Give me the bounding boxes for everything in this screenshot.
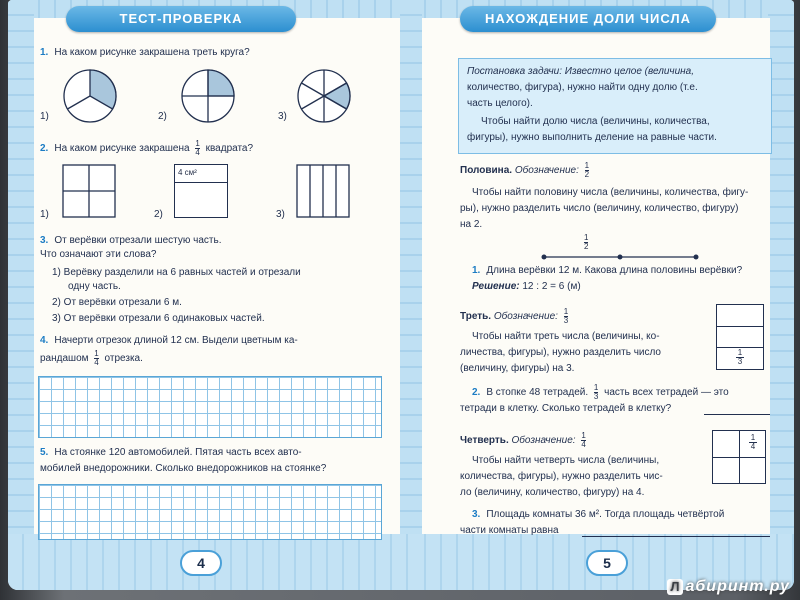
segment-label: [584, 234, 588, 251]
fraction-numerator: 1: [563, 307, 569, 316]
fraction-numerator: 1: [737, 348, 743, 357]
intro-text: Постановка задачи: Известно целое (величина,: [467, 66, 694, 77]
page-number: 4: [180, 550, 222, 576]
notation-label: Обозначение:: [493, 311, 558, 323]
fraction-numerator: 1: [584, 161, 590, 170]
rule-text: ло (величину, количество, фигуру) на 4.: [460, 487, 645, 498]
rule-text: Чтобы найти четверть числа (величины,: [472, 455, 660, 466]
square-label: 4 см²: [175, 165, 227, 183]
fraction-denominator: 3: [563, 316, 569, 325]
fraction-denominator: 4: [195, 148, 200, 157]
square-option-2: [174, 164, 228, 218]
question-text: Что означают эти слова?: [40, 249, 157, 260]
fraction-numerator: 1: [750, 433, 756, 442]
problem-text: В стопке 48 тетрадей.: [486, 387, 589, 399]
frame-left: [410, 0, 422, 590]
watermark: [667, 578, 790, 596]
question-text: На стоянке 120 автомобилей. Пятая часть всех авто-: [54, 447, 302, 458]
question-number: 2.: [40, 143, 49, 155]
right-content: [422, 11, 770, 536]
solution-text: 12 : 2 = 6 (м): [522, 281, 581, 292]
rule-text: количества, фигуры), нужно разделить чис-: [460, 471, 663, 482]
quarter-heading: [460, 432, 589, 449]
rule-text: (величину, фигуры) на 3.: [460, 363, 575, 374]
rule-text: Чтобы найти половину числа (величины, количества, фигу-: [472, 187, 749, 198]
question-4: [40, 334, 298, 348]
question-text: мобилей внедорожники. Сколько внедорожников на стоянке?: [40, 463, 327, 474]
question-1: [40, 46, 250, 60]
fraction: [594, 384, 598, 401]
problem-text: Длина верёвки 12 м. Какова длина половины верёвки?: [486, 265, 743, 276]
fraction-denominator: 4: [94, 358, 99, 367]
segment-line: [540, 252, 700, 262]
fraction-denominator: 3: [593, 392, 599, 401]
intro-box: [458, 58, 772, 154]
question-text: От верёвки отрезали шестую часть.: [54, 235, 222, 246]
fraction-denominator: 4: [581, 440, 586, 449]
fraction: [195, 140, 199, 157]
problem-text: тетради в клетку. Сколько тетрадей в клетку?: [460, 403, 672, 414]
question-2: [40, 140, 253, 157]
option-label: 2): [154, 209, 163, 220]
fraction-denominator: 3: [737, 357, 743, 366]
box-fraction: [741, 434, 765, 451]
fraction-denominator: 2: [584, 242, 589, 251]
problem-text: части комнаты равна: [460, 525, 559, 536]
answer-option: одну часть.: [68, 281, 121, 292]
question-text: квадрата?: [205, 143, 254, 155]
rule-text: личества, фигуры), нужно разделить число: [460, 347, 661, 358]
half-heading: [460, 162, 592, 179]
question-number: 5.: [40, 447, 49, 458]
question-text: На каком рисунке закрашена: [54, 143, 190, 155]
problem-1: [472, 264, 742, 278]
left-page: [8, 0, 410, 590]
frame-left: [8, 0, 34, 590]
fraction-numerator: 1: [593, 383, 599, 392]
page-title: НАХОЖДЕНИЕ ДОЛИ ЧИСЛА: [460, 6, 716, 32]
rule-text: ры), нужно разделить число (величину, количество, фигуру): [460, 203, 739, 214]
fraction-denominator: 2: [584, 170, 590, 179]
section-title: Четверть.: [460, 435, 509, 447]
fraction-denominator: 4: [750, 442, 756, 451]
problem-number: 3.: [472, 509, 481, 520]
question-text: отрезка.: [104, 353, 143, 365]
circle-option-2: [180, 68, 236, 124]
question-5: [40, 446, 302, 460]
problem-text: Площадь комнаты 36 м². Тогда площадь четвёртой: [486, 509, 725, 520]
fraction: [585, 162, 589, 179]
option-label: 1): [40, 111, 49, 122]
question-number: 4.: [40, 335, 49, 346]
option-label: 3): [276, 209, 285, 220]
third-heading: [460, 308, 571, 325]
watermark-text: абиринт.ру: [685, 578, 790, 595]
question-text: Начерти отрезок длиной 12 см. Выдели цветным ка-: [54, 335, 298, 346]
problem-2: [472, 384, 729, 401]
problem-3: [472, 508, 724, 522]
intro-text: количество, фигура), нужно найти одну долю (т.е.: [467, 82, 698, 93]
fraction-numerator: 1: [94, 349, 99, 358]
question-text: рандашом: [40, 353, 89, 365]
quarter-box: [712, 430, 766, 484]
page-number: 5: [586, 550, 628, 576]
notation-label: Обозначение:: [514, 165, 579, 177]
answer-option: 2) От верёвки отрезали 6 м.: [52, 297, 182, 308]
answer-grid-5[interactable]: [38, 484, 382, 540]
watermark-logo: Л: [667, 579, 683, 595]
problem-number: 2.: [472, 387, 481, 399]
answer-line[interactable]: [704, 414, 770, 415]
fraction: [581, 432, 585, 449]
page-title: ТЕСТ-ПРОВЕРКА: [66, 6, 296, 32]
fraction-numerator: 1: [584, 233, 589, 242]
answer-line[interactable]: [582, 536, 770, 537]
square-option-3: [296, 164, 352, 220]
fraction-numerator: 1: [195, 139, 200, 148]
circle-option-1: [62, 68, 118, 124]
fraction: [94, 350, 98, 367]
problem-text: часть всех тетрадей — это: [604, 387, 729, 399]
option-label: 1): [40, 209, 49, 220]
answer-grid-4[interactable]: [38, 376, 382, 438]
question-3: [40, 234, 221, 248]
solution-label: Решение:: [472, 281, 520, 292]
rule-text: на 2.: [460, 219, 483, 230]
notation-label: Обозначение:: [511, 435, 576, 447]
fraction: [564, 308, 568, 325]
answer-option: 3) От верёвки отрезали 6 одинаковых частей.: [52, 313, 265, 324]
question-text: На каком рисунке закрашена треть круга?: [54, 47, 250, 58]
question-number: 3.: [40, 235, 49, 246]
box-fraction: [717, 349, 763, 366]
section-title: Треть.: [460, 311, 492, 323]
solution: [472, 280, 581, 294]
frame-right: [400, 0, 410, 590]
rule-text: Чтобы найти треть числа (величины, ко-: [472, 331, 660, 342]
right-page: [410, 0, 794, 590]
question-4-line-2: [40, 350, 143, 367]
section-title: Половина.: [460, 165, 513, 177]
intro-text: Чтобы найти долю числа (величины, количества,: [481, 116, 710, 127]
third-box: [716, 304, 764, 370]
problem-number: 1.: [472, 265, 481, 276]
circle-option-3: [296, 68, 352, 124]
option-label: 2): [158, 111, 167, 122]
question-number: 1.: [40, 47, 49, 58]
option-label: 3): [278, 111, 287, 122]
fraction-numerator: 1: [581, 431, 586, 440]
left-content: [34, 11, 400, 534]
intro-text: часть целого).: [467, 98, 533, 109]
intro-text: фигуры), нужно выполнить деление на равные части.: [467, 132, 717, 143]
answer-option: 1) Верёвку разделили на 6 равных частей и отрезали: [52, 267, 301, 278]
square-option-1: [62, 164, 118, 220]
